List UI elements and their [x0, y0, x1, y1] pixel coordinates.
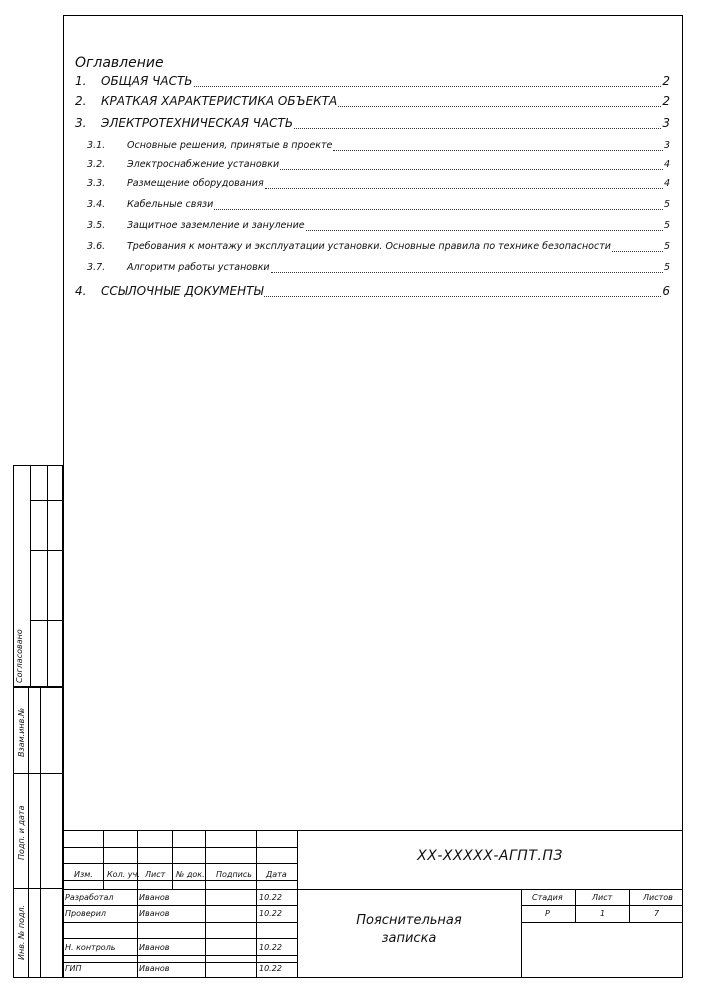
toc-item-page: 5	[663, 241, 670, 252]
date-gip: 10.22	[259, 964, 282, 973]
toc-item-number: 2.	[75, 94, 87, 108]
sheets-label: Листов	[643, 893, 673, 902]
document-name: Пояснительная записка	[356, 913, 462, 946]
toc-item-page: 5	[663, 262, 670, 273]
toc-item-label: ОБЩАЯ ЧАСТЬ	[101, 74, 193, 88]
toc-item	[75, 284, 670, 300]
inv-replace-label: Взам.инв.№	[17, 707, 26, 757]
toc-item	[87, 178, 670, 192]
toc-item	[87, 159, 670, 173]
toc-item-page: 2	[662, 94, 670, 108]
toc-item	[87, 220, 670, 234]
sheet-label: Лист	[592, 893, 613, 902]
toc-leader-dots	[338, 105, 661, 107]
toc-item-label: Электроснабжение установки	[127, 159, 280, 170]
inv-orig-label: Инв. № подл.	[17, 904, 26, 960]
sheet-value: 1	[600, 909, 606, 918]
toc-item-label: Основные решения, принятые в проекте	[127, 140, 333, 151]
header-list: Лист	[145, 870, 166, 879]
date-developer: 10.22	[259, 893, 282, 902]
name-gip: Иванов	[139, 964, 170, 973]
header-ndoc: № док.	[176, 870, 205, 879]
agreed-label: Согласовано	[15, 629, 24, 683]
role-norm-control: Н. контроль	[65, 943, 116, 952]
toc-item	[87, 241, 670, 255]
toc-leader-dots	[264, 295, 661, 297]
toc-item-label: КРАТКАЯ ХАРАКТЕРИСТИКА ОБЪЕКТА	[101, 94, 338, 108]
header-sign: Подпись	[216, 870, 252, 879]
role-checker: Проверил	[65, 909, 107, 918]
document-code: ХХ-ХХХХХ-АГПТ.ПЗ	[417, 848, 563, 864]
toc-item	[87, 199, 670, 213]
role-developer: Разработал	[65, 893, 114, 902]
toc-item-number: 3.7.	[87, 262, 106, 273]
header-date: Дата	[266, 870, 287, 879]
toc-leader-dots	[306, 229, 663, 231]
toc-item-label: Кабельные связи	[127, 199, 214, 210]
toc-item-page: 6	[662, 284, 670, 298]
toc-item-page: 5	[663, 199, 670, 210]
toc-leader-dots	[194, 85, 662, 87]
toc-item-number: 1.	[75, 74, 87, 88]
date-checker: 10.22	[259, 909, 282, 918]
toc-title: Оглавление	[75, 55, 164, 71]
toc-item-page: 2	[662, 74, 670, 88]
toc-item	[87, 140, 670, 154]
toc-item-number: 4.	[75, 284, 87, 298]
toc-item-page: 4	[663, 159, 670, 170]
toc-item	[75, 74, 670, 90]
name-norm-control: Иванов	[139, 943, 170, 952]
toc-leader-dots	[294, 127, 661, 129]
toc-leader-dots	[612, 250, 663, 252]
stage-value: Р	[545, 909, 550, 918]
toc-item-number: 3.3.	[87, 178, 106, 189]
toc-item-number: 3.1.	[87, 140, 106, 151]
toc-item-number: 3.6.	[87, 241, 106, 252]
toc-item-page: 3	[663, 140, 670, 151]
date-norm-control: 10.22	[259, 943, 282, 952]
toc-item-page: 3	[662, 116, 670, 130]
toc-item-label: Защитное заземление и зануление	[127, 220, 305, 231]
toc-item-number: 3.	[75, 116, 87, 130]
stage-label: Стадия	[532, 893, 563, 902]
toc-item-page: 4	[663, 178, 670, 189]
toc-item-number: 3.5.	[87, 220, 106, 231]
toc-item-label: Требования к монтажу и эксплуатации установки. Основные правила по технике безопасности	[127, 241, 611, 252]
toc-leader-dots	[333, 149, 663, 151]
toc-leader-dots	[280, 168, 663, 170]
name-developer: Иванов	[139, 893, 170, 902]
toc-item-label: ЭЛЕКТРОТЕХНИЧЕСКАЯ ЧАСТЬ	[101, 116, 294, 130]
header-izm: Изм.	[74, 870, 93, 879]
toc-item-number: 3.4.	[87, 199, 106, 210]
toc-item	[75, 94, 670, 110]
toc-leader-dots	[265, 187, 663, 189]
toc-leader-dots	[214, 208, 663, 210]
toc-item	[87, 262, 670, 276]
toc-item-number: 3.2.	[87, 159, 106, 170]
toc-item-label: Алгоритм работы установки	[127, 262, 270, 273]
header-kol: Кол. уч.	[107, 870, 140, 879]
sheets-value: 7	[654, 909, 660, 918]
toc-leader-dots	[271, 271, 663, 273]
toc-item	[75, 116, 670, 132]
toc-item-page: 5	[663, 220, 670, 231]
sign-date-label: Подп. и дата	[17, 805, 26, 860]
role-gip: ГИП	[65, 964, 82, 973]
name-checker: Иванов	[139, 909, 170, 918]
toc-item-label: ССЫЛОЧНЫЕ ДОКУМЕНТЫ	[101, 284, 264, 298]
toc-item-label: Размещение оборудования	[127, 178, 264, 189]
